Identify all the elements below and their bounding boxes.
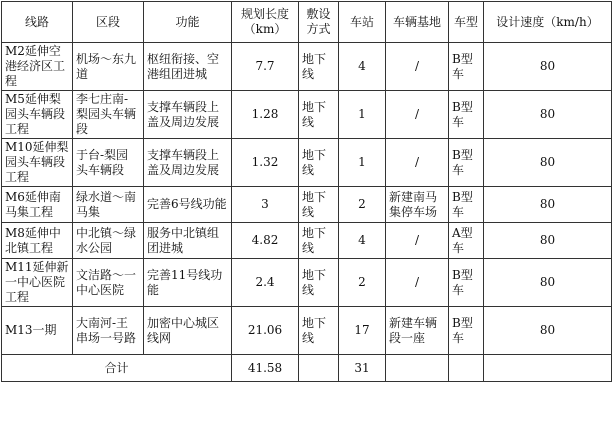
cell-laying: 地下线 <box>299 91 339 139</box>
header-car-type: 车型 <box>449 2 484 43</box>
cell-stations: 2 <box>339 259 386 307</box>
cell-section: 大南河-王串场一号路 <box>73 307 144 355</box>
header-stations: 车站 <box>339 2 386 43</box>
cell-laying: 地下线 <box>299 307 339 355</box>
total-length: 41.58 <box>232 355 299 382</box>
header-line: 线路 <box>2 2 73 43</box>
header-speed: 设计速度（km/h） <box>484 2 612 43</box>
cell-car-type: A型车 <box>449 223 484 259</box>
header-depot: 车辆基地 <box>386 2 449 43</box>
cell-section: 机场～东九道 <box>73 43 144 91</box>
cell-car-type: B型车 <box>449 91 484 139</box>
cell-depot: 新建车辆段一座 <box>386 307 449 355</box>
cell-stations: 1 <box>339 139 386 187</box>
cell-line: M10延伸梨园头车辆段工程 <box>2 139 73 187</box>
table-row <box>2 259 612 307</box>
cell-line: M5延伸梨园头车辆段工程 <box>2 91 73 139</box>
cell-line: M2延伸空港经济区工程 <box>2 43 73 91</box>
cell-length: 1.28 <box>232 91 299 139</box>
cell-line: M13一期 <box>2 307 73 355</box>
cell-stations: 2 <box>339 187 386 223</box>
cell-function: 支撑车辆段上盖及周边发展 <box>144 139 232 187</box>
total-stations: 31 <box>339 355 386 382</box>
cell-car-type: B型车 <box>449 259 484 307</box>
cell-speed: 80 <box>484 43 612 91</box>
cell-laying: 地下线 <box>299 259 339 307</box>
header-row <box>2 2 612 43</box>
cell-speed: 80 <box>484 91 612 139</box>
table-row <box>2 91 612 139</box>
cell-stations: 4 <box>339 223 386 259</box>
cell-function: 枢纽衔接、空港组团进城 <box>144 43 232 91</box>
cell-function: 完善11号线功能 <box>144 259 232 307</box>
cell-speed: 80 <box>484 139 612 187</box>
table-row <box>2 307 612 355</box>
total-empty-speed <box>484 355 612 382</box>
cell-laying: 地下线 <box>299 139 339 187</box>
total-empty-car-type <box>449 355 484 382</box>
cell-length: 2.4 <box>232 259 299 307</box>
cell-depot: / <box>386 223 449 259</box>
cell-line: M6延伸南马集工程 <box>2 187 73 223</box>
cell-car-type: B型车 <box>449 139 484 187</box>
cell-length: 21.06 <box>232 307 299 355</box>
cell-length: 1.32 <box>232 139 299 187</box>
cell-function: 完善6号线功能 <box>144 187 232 223</box>
cell-section: 李七庄南-梨园头车辆段 <box>73 91 144 139</box>
header-function: 功能 <box>144 2 232 43</box>
cell-function: 支撑车辆段上盖及周边发展 <box>144 91 232 139</box>
cell-depot: / <box>386 139 449 187</box>
cell-section: 中北镇～绿水公园 <box>73 223 144 259</box>
cell-stations: 4 <box>339 43 386 91</box>
table-row <box>2 43 612 91</box>
cell-laying: 地下线 <box>299 43 339 91</box>
header-section: 区段 <box>73 2 144 43</box>
cell-speed: 80 <box>484 187 612 223</box>
total-empty-depot <box>386 355 449 382</box>
cell-laying: 地下线 <box>299 223 339 259</box>
header-length: 规划长度（km） <box>232 2 299 43</box>
cell-laying: 地下线 <box>299 187 339 223</box>
table-row <box>2 223 612 259</box>
total-label: 合计 <box>2 355 232 382</box>
cell-section: 于台-梨园头车辆段 <box>73 139 144 187</box>
cell-depot: 新建南马集停车场 <box>386 187 449 223</box>
cell-car-type: B型车 <box>449 187 484 223</box>
cell-car-type: B型车 <box>449 43 484 91</box>
cell-line: M11延伸新一中心医院工程 <box>2 259 73 307</box>
cell-stations: 1 <box>339 91 386 139</box>
cell-stations: 17 <box>339 307 386 355</box>
cell-speed: 80 <box>484 259 612 307</box>
table-row <box>2 187 612 223</box>
cell-depot: / <box>386 43 449 91</box>
cell-depot: / <box>386 259 449 307</box>
cell-line: M8延伸中北镇工程 <box>2 223 73 259</box>
cell-length: 4.82 <box>232 223 299 259</box>
cell-length: 3 <box>232 187 299 223</box>
cell-depot: / <box>386 91 449 139</box>
cell-section: 绿水道～南马集 <box>73 187 144 223</box>
table-row <box>2 139 612 187</box>
cell-speed: 80 <box>484 223 612 259</box>
cell-function: 加密中心城区线网 <box>144 307 232 355</box>
cell-speed: 80 <box>484 307 612 355</box>
total-row <box>2 355 612 382</box>
planning-table <box>1 1 612 382</box>
header-laying: 敷设方式 <box>299 2 339 43</box>
cell-function: 服务中北镇组团进城 <box>144 223 232 259</box>
cell-length: 7.7 <box>232 43 299 91</box>
total-empty-laying <box>299 355 339 382</box>
cell-section: 文洁路～一中心医院 <box>73 259 144 307</box>
cell-car-type: B型车 <box>449 307 484 355</box>
